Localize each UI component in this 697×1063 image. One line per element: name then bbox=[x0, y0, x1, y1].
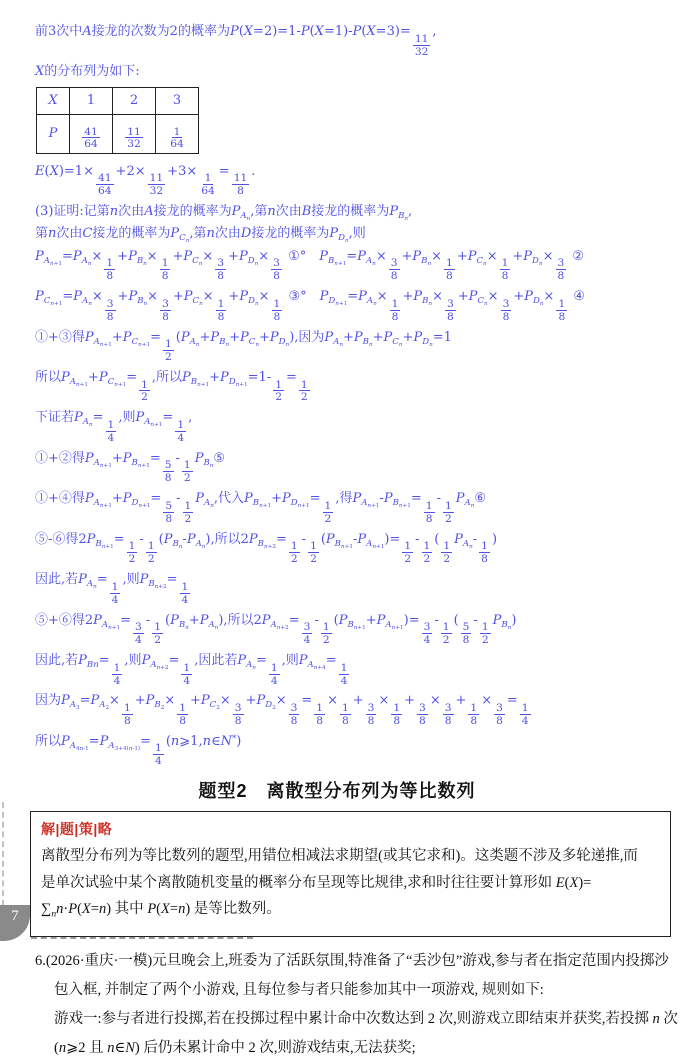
table-row bbox=[37, 114, 199, 153]
table-cell: $\frac{11}{32}$ bbox=[113, 114, 156, 153]
problem-statement-line: (n⩾2 且 n∈N) 后仍未累计命中 2 次,则游戏结束,无法获奖; bbox=[54, 1040, 416, 1057]
page-number: 7 bbox=[11, 908, 19, 924]
table-cell: 3 bbox=[156, 87, 199, 114]
math-line: 下证若$P_{A_n}=$ $\frac{1}{4}$ ,则$P_{A_{n+1}}=$ $\frac{1}{4}$ , bbox=[35, 410, 193, 444]
math-line: 前3次中A接龙的次数为2的概率为P(X=2)=1-P(X=1)-P(X=3)= $\frac{11}{32}$ , bbox=[35, 24, 437, 58]
strategy-text-line: 离散型分布列为等比数列的题型,用错位相减法求期望(或其它求和)。这类题不涉及多轮递推,而 bbox=[41, 848, 638, 865]
math-line: (3)证明:记第n次由A接龙的概率为$P_{A_n}$,第n次由B接龙的概率为$P_{B_n}$, bbox=[35, 204, 413, 223]
distribution-table bbox=[36, 87, 199, 154]
problem-statement-line: 包入框, 并制定了两个小游戏, 且每位参与者只能参加其中一项游戏, 规则如下: bbox=[54, 982, 544, 999]
dashed-left-edge bbox=[2, 802, 4, 906]
strategy-text-line: $\sum_nn\cdot P(X=n)$ 其中 P(X=n) 是等比数列。 bbox=[41, 901, 281, 920]
math-line: ⑤-⑥得$2P_{B_{n+1}}=$ $\frac{1}{2}$ - $\frac{1}{2}$ $(P_{B_n}-P_{A_n})$,所以$2P_{B_{n+2}}=$ $\frac{1}{2}$ - $\frac{1}{2}$ $(P_{B_{n+1}}-P_{A_{n+1}})=$ $\frac{1}{2}$ - $\frac{1}{2}$ ( $\frac{1}{2}$ $P_{A_n}-$ $\frac{1}{8}$ ) bbox=[35, 531, 498, 566]
math-line: E(X)=1× $\frac{41}{64}$ +2× $\frac{11}{32}$ +3× $\frac{1}{64}$ = $\frac{11}{8}$ . bbox=[35, 163, 256, 198]
table-row bbox=[37, 87, 199, 114]
math-line: 第n次由C接龙的概率为$P_{C_n}$,第n次由D接龙的概率为$P_{D_n}$,则 bbox=[35, 226, 366, 245]
table-cell: 1 bbox=[70, 87, 113, 114]
table-cell: $\frac{41}{64}$ bbox=[70, 114, 113, 153]
table-cell: 2 bbox=[113, 87, 156, 114]
problem-statement-line: 游戏一:参与者进行投掷,若在投掷过程中累计命中次数达到 2 次,则游戏立即结束并获奖,若投掷 n 次 bbox=[54, 1011, 678, 1028]
strategy-title: 解|题|策|略 bbox=[41, 821, 113, 838]
table-cell: X bbox=[37, 87, 70, 114]
math-line: 因为$P_{A_3}=P_{A_2}\times$ $\frac{1}{8}$ $+P_{B_2}\times$ $\frac{1}{8}$ $+P_{C_2}\times$ $\frac{3}{8}$ $+P_{D_2}\times$ $\frac{3}{8}$ = $\frac{1}{8}$ × $\frac{1}{8}$ + $\frac{3}{8}$ × $\frac{1}{8}$ + $\frac{3}{8}$ × $\frac{3}{8}$ + $\frac{1}{8}$ × $\frac{3}{8}$ = $\frac{1}{4}$ bbox=[35, 693, 529, 727]
problem-6 bbox=[35, 947, 679, 1063]
math-line: ①+④得$P_{A_{n+1}}+P_{D_{n+1}}=$ $\frac{5}{8}$ - $\frac{1}{2}$ $P_{A_n}$,代入$P_{B_{n+1}}+P_{D_{n+1}}=$ $\frac{1}{2}$ ,得$P_{A_{n+1}}-P_{B_{n+1}}=$ $\frac{1}{8}$ - $\frac{1}{2}$ $P_{A_n}⑥$ bbox=[35, 491, 487, 525]
math-line: X的分布列为如下: bbox=[35, 64, 140, 80]
math-line: ①+②得$P_{A_{n+1}}+P_{B_{n+1}}=$ $\frac{5}{8}$ - $\frac{1}{2}$ $P_{B_n}⑤$ bbox=[35, 450, 226, 485]
section-heading: 题型2 离散型分布列为等比数列 bbox=[198, 781, 476, 802]
math-line: ⑤+⑥得$2P_{A_{n+1}}=$ $\frac{3}{4}$ - $\frac{1}{2}$ $(P_{B_n}+P_{A_n})$,所以$2P_{A_{n+2}}=$ $\frac{3}{4}$ - $\frac{1}{2}$ $(P_{B_{n+1}}+P_{A_{n+1}})=$ $\frac{3}{4}$ - $\frac{1}{2}$ ( $\frac{5}{8}$ - $\frac{1}{2}$ $P_{B_n}$) bbox=[35, 612, 517, 647]
math-line: 所以$P_{A_{4n-1}}=P_{A_{3+4(n-1)}}=$ $\frac{1}{4}$ (n⩾1,n∈N*) bbox=[35, 733, 242, 768]
math-line: $P_{C_{n+1}}=P_{A_n}\times$ $\frac{3}{8}$ $+P_{B_n}\times$ $\frac{3}{8}$ $+P_{C_n}\times$ $\frac{1}{8}$ $+P_{D_n}\times$ $\frac{1}{8}$ ③° $P_{D_{n+1}}=P_{A_n}\times$ $\frac{1}{8}$ $+P_{B_n}\times$ $\frac{3}{8}$ $+P_{C_n}\times$ $\frac{3}{8}$ $+P_{D_n}\times$ $\frac{1}{8}$ ④ bbox=[35, 289, 586, 323]
math-line: ①+③得$P_{A_{n+1}}+P_{C_{n+1}}=$ $\frac{1}{2}$ $(P_{A_n}+P_{B_n}+P_{C_n}+P_{D_n})$,因为$P_{A_n}+P_{B_n}+P_{C_n}+P_{D_n}=1$ bbox=[35, 329, 452, 364]
math-line: $P_{A_{n+1}}=P_{A_n}\times$ $\frac{1}{8}$ $+P_{B_n}\times$ $\frac{1}{8}$ $+P_{C_n}\times$ $\frac{3}{8}$ $+P_{D_n}\times$ $\frac{3}{8}$ ①° $P_{B_{n+1}}=P_{A_n}\times$ $\frac{3}{8}$ $+P_{B_n}\times$ $\frac{1}{8}$ $+P_{C_n}\times$ $\frac{1}{8}$ $+P_{D_n}\times$ $\frac{3}{8}$ ② bbox=[35, 248, 585, 283]
table-cell: $\frac{1}{64}$ bbox=[156, 114, 199, 153]
math-line: 因此,若$P_{A_n}=$ $\frac{1}{4}$ ,则$P_{B_{n+2}}=$ $\frac{1}{4}$ bbox=[35, 572, 189, 606]
problem-statement-line: 6.(2026·重庆·一模)元旦晚会上,班委为了活跃氛围,特准备了“丢沙包”游戏,参与者在指定范围内投掷沙 bbox=[35, 953, 669, 970]
table-cell: P bbox=[37, 114, 70, 153]
math-line: 所以$P_{A_{n+1}}+P_{C_{n+1}}=$ $\frac{1}{2}$ ,所以$P_{B_{n+1}}+P_{D_{n+1}}=1-$ $\frac{1}{2}$ = $\frac{1}{2}$ bbox=[35, 369, 308, 404]
strategy-box bbox=[30, 811, 671, 937]
math-line: 因此,若$P_{Bn}=$ $\frac{1}{4}$ ,则$P_{A_{n+2}}=$ $\frac{1}{4}$ ,因此若$P_{A_n}=$ $\frac{1}{4}$ ,则$P_{A_{n+4}}=$ $\frac{1}{4}$ bbox=[35, 653, 348, 687]
dashed-underline bbox=[31, 937, 253, 939]
strategy-text-line: 是单次试验中某个离散随机变量的概率分布呈现等比规律,求和时往往要计算形如 E(X)= bbox=[41, 874, 592, 891]
